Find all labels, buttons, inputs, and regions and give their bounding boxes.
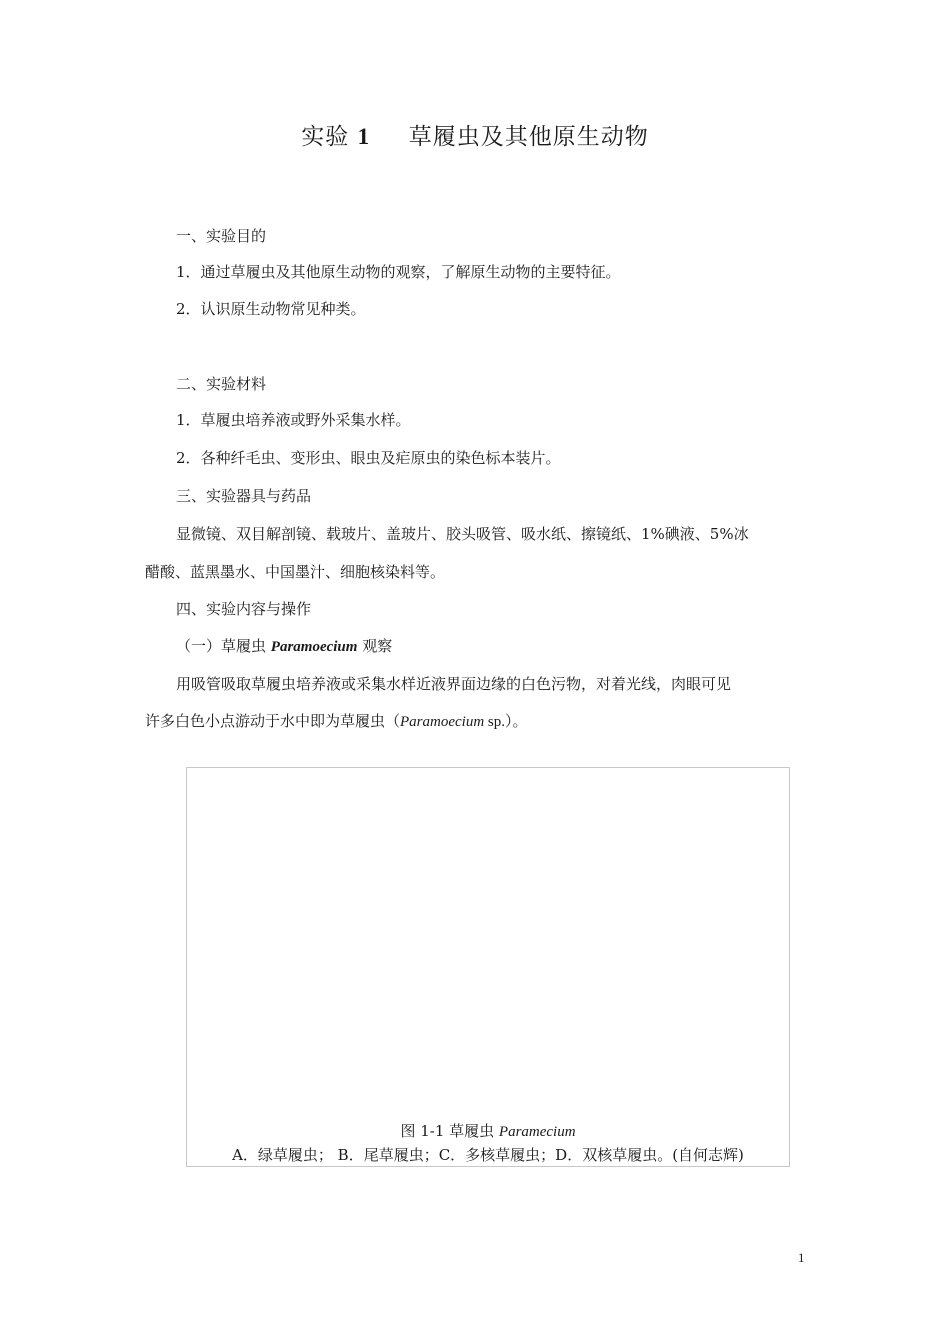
page-title (0, 118, 950, 151)
section-heading-equipment: 三、实验器具与药品 (176, 487, 312, 505)
figure-caption-latin: Paramecium (498, 1124, 576, 1140)
figure-caption-title (187, 1121, 789, 1142)
procedure-para-line-2 (145, 711, 528, 732)
section-heading-objectives: 一、实验目的 (176, 227, 267, 245)
para-line2-latin: Paramoecium (400, 714, 485, 730)
subsection-prefix: （一）草履虫 (176, 637, 271, 655)
title-number: 1 (357, 124, 371, 149)
material-item-1: 1．草履虫培养液或野外采集水样。 (176, 411, 411, 429)
figure-1-1 (186, 767, 790, 1167)
subsection-latin-name: Paramoecium (270, 639, 358, 655)
objective-item-1: 1．通过草履虫及其他原生动物的观察，了解原生动物的主要特征。 (176, 263, 621, 281)
title-text: 草履虫及其他原生动物 (408, 124, 649, 150)
figure-caption-prefix: 图 1-1 草履虫 (400, 1122, 499, 1140)
figure-caption-legend: A．绿草履虫； B．尾草履虫；C．多核草履虫；D．双核草履虫。(自何志辉) (232, 1146, 744, 1164)
title-prefix: 实验 (301, 124, 350, 150)
objective-item-2: 2．认识原生动物常见种类。 (176, 300, 366, 318)
subsection-heading-paramoecium (176, 636, 392, 657)
material-item-2: 2．各种纤毛虫、变形虫、眼虫及疟原虫的染色标本装片。 (176, 449, 561, 467)
procedure-para-line-1: 用吸管吸取草履虫培养液或采集水样近液界面边缘的白色污物，对着光线，肉眼可见 (176, 675, 732, 693)
equipment-line-1: 显微镜、双目解剖镜、载玻片、盖玻片、胶头吸管、吸水纸、擦镜纸、1%碘液、5%冰 (176, 525, 749, 543)
para-line2-prefix: 许多白色小点游动于水中即为草履虫（ (145, 712, 401, 730)
subsection-suffix: 观察 (357, 637, 393, 655)
page-number: 1 (798, 1250, 805, 1265)
equipment-line-2: 醋酸、蓝黑墨水、中国墨汁、细胞核染料等。 (145, 563, 446, 581)
para-line2-suffix: sp.）。 (484, 714, 528, 730)
section-heading-materials: 二、实验材料 (176, 375, 267, 393)
section-heading-procedure: 四、实验内容与操作 (176, 600, 312, 618)
